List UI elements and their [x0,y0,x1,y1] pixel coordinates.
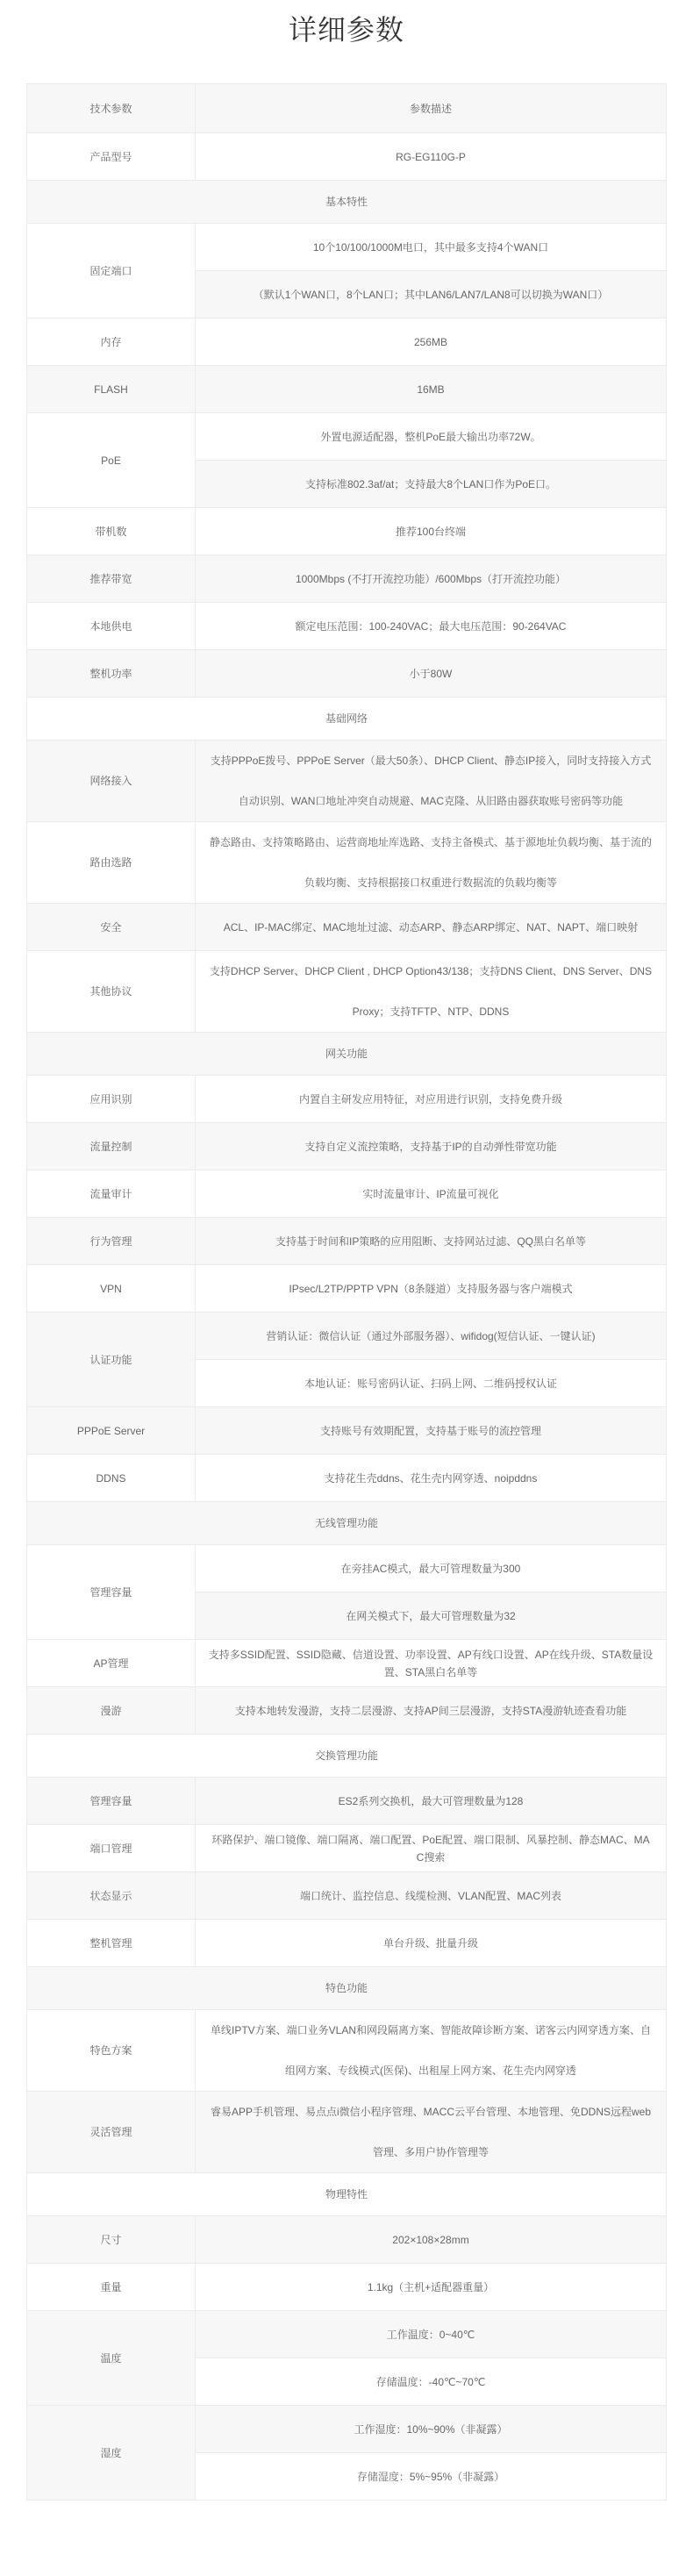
page-title: 详细参数 [288,14,404,46]
param-value-cell: 环路保护、端口镜像、端口隔离、端口配置、PoE配置、端口限制、风暴控制、静态MAC、MAC搜索 [196,1825,667,1872]
param-name-cell: 状态显示 [27,1872,196,1920]
section-title: 物理特性 [27,2173,667,2216]
param-name-cell: 温度 [27,2311,196,2406]
spec-page [0,11,693,2501]
table-row [27,650,667,698]
table-row [27,2092,667,2173]
param-value-cell: 256MB [196,318,667,366]
param-name-cell: 安全 [27,904,196,951]
param-subvalue-cell: 在旁挂AC模式，最大可管理数量为300 [196,1545,667,1592]
param-name-cell: 固定端口 [27,224,196,318]
param-subvalue-cell: 存储湿度：5%~95%（非凝露） [196,2453,667,2501]
table-row [27,1920,667,1967]
param-name-cell: 产品型号 [27,133,196,181]
table-row [27,2406,667,2453]
param-value-cell: 静态路由、支持策略路由、运营商地址库选路、支持主备模式、基于源地址负载均衡、基于流的负载均衡、支持根据接口权重进行数据流的负载均衡等 [196,822,667,904]
param-value-cell: 支持多SSID配置、SSID隐藏、信道设置、功率设置、AP有线口设置、AP在线升级、STA数量设置、STA黑白名单等 [196,1640,667,1687]
section-title: 基本特性 [27,181,667,224]
param-name-cell: 整机功率 [27,650,196,698]
param-value-cell: 支持DHCP Server、DHCP Client , DHCP Option43/138；支持DNS Client、DNS Server、DNS Proxy；支持TFTP、NTP、DDNS [196,951,667,1033]
table-row [27,508,667,555]
param-value-cell: IPsec/L2TP/PPTP VPN（8条隧道）支持服务器与客户端模式 [196,1265,667,1313]
section-title: 网关功能 [27,1033,667,1076]
section-title: 特色功能 [27,1967,667,2010]
table-row [27,904,667,951]
table-row [27,2216,667,2264]
param-value-cell: RG-EG110G-P [196,133,667,181]
param-name-cell: 行为管理 [27,1218,196,1265]
table-row [27,2264,667,2311]
param-value-cell: 支持花生壳ddns、花生壳内网穿透、noipddns [196,1455,667,1502]
header-param-desc: 参数描述 [196,84,667,133]
table-row [27,951,667,1033]
param-name-cell: 推荐带宽 [27,555,196,603]
param-subvalue-cell: 10个10/100/1000M电口，其中最多支持4个WAN口 [196,224,667,271]
param-subvalue-cell: 支持标准802.3af/at；支持最大8个LAN口作为PoE口。 [196,461,667,508]
param-name-cell: 管理容量 [27,1545,196,1640]
section-row [27,2173,667,2216]
table-row [27,224,667,271]
table-row [27,366,667,413]
param-value-cell: 1.1kg（主机+适配器重量） [196,2264,667,2311]
param-name-cell: 其他协议 [27,951,196,1033]
table-row [27,1313,667,1360]
param-name-cell: AP管理 [27,1640,196,1687]
param-name-cell: 路由选路 [27,822,196,904]
param-name-cell: FLASH [27,366,196,413]
param-name-cell: 灵活管理 [27,2092,196,2173]
param-name-cell: 端口管理 [27,1825,196,1872]
table-row [27,1123,667,1170]
table-row [27,1778,667,1825]
table-row [27,1218,667,1265]
param-name-cell: 流量审计 [27,1170,196,1218]
table-row [27,133,667,181]
param-name-cell: PPPoE Server [27,1407,196,1455]
param-value-cell: 内置自主研发应用特征，对应用进行识别，支持免费升级 [196,1076,667,1123]
param-value-cell: 202×108×28mm [196,2216,667,2264]
table-row [27,1455,667,1502]
param-value-cell: 端口统计、监控信息、线缆检测、VLAN配置、MAC列表 [196,1872,667,1920]
param-value-cell: 支持账号有效期配置，支持基于账号的流控管理 [196,1407,667,1455]
param-name-cell: 流量控制 [27,1123,196,1170]
param-value-cell: 小于80W [196,650,667,698]
param-subvalue-cell: 外置电源适配器，整机PoE最大输出功率72W。 [196,413,667,461]
param-value-cell: 16MB [196,366,667,413]
param-name-cell: 特色方案 [27,2010,196,2092]
section-title: 交换管理功能 [27,1735,667,1778]
param-value-cell: ACL、IP-MAC绑定、MAC地址过滤、动态ARP、静态ARP绑定、NAT、NAPT、端口映射 [196,904,667,951]
param-name-cell: PoE [27,413,196,508]
param-value-cell: 支持基于时间和IP策略的应用阻断、支持网站过滤、QQ黑白名单等 [196,1218,667,1265]
table-row [27,1265,667,1313]
param-value-cell: 单线IPTV方案、端口业务VLAN和网段隔离方案、智能故障诊断方案、诺客云内网穿透方案、自组网方案、专线模式(医保)、出租屋上网方案、花生壳内网穿透 [196,2010,667,2092]
param-name-cell: 湿度 [27,2406,196,2501]
param-subvalue-cell: （默认1个WAN口，8个LAN口；其中LAN6/LAN7/LAN8可以切换为WAN口） [196,271,667,318]
param-value-cell: ES2系列交换机，最大可管理数量为128 [196,1778,667,1825]
param-name-cell: 应用识别 [27,1076,196,1123]
param-value-cell: 额定电压范围：100-240VAC；最大电压范围：90-264VAC [196,603,667,650]
section-row [27,1502,667,1545]
param-name-cell: 本地供电 [27,603,196,650]
param-subvalue-cell: 在网关模式下，最大可管理数量为32 [196,1592,667,1640]
table-row [27,555,667,603]
param-subvalue-cell: 工作温度：0~40℃ [196,2311,667,2358]
table-row [27,1825,667,1872]
param-subvalue-cell: 存储温度：-40℃~70℃ [196,2358,667,2406]
table-row [27,318,667,366]
spec-table-body [27,133,667,2501]
section-row [27,181,667,224]
param-value-cell: 支持自定义流控策略，支持基于IP的自动弹性带宽功能 [196,1123,667,1170]
param-value-cell: 睿易APP手机管理、易点点i微信小程序管理、MACC云平台管理、本地管理、免DDNS远程web管理、多用户协作管理等 [196,2092,667,2173]
table-row [27,2311,667,2358]
section-row [27,1033,667,1076]
section-title: 基础网络 [27,698,667,741]
param-name-cell: DDNS [27,1455,196,1502]
param-name-cell: 带机数 [27,508,196,555]
header-param-name: 技术参数 [27,84,196,133]
param-name-cell: 认证功能 [27,1313,196,1407]
param-name-cell: 整机管理 [27,1920,196,1967]
param-name-cell: 内存 [27,318,196,366]
table-row [27,822,667,904]
section-row [27,1967,667,2010]
section-row [27,1735,667,1778]
table-row [27,1872,667,1920]
table-row [27,413,667,461]
param-name-cell: 漫游 [27,1687,196,1735]
table-row [27,1545,667,1592]
param-name-cell: VPN [27,1265,196,1313]
param-subvalue-cell: 本地认证：账号密码认证、扫码上网、二维码授权认证 [196,1360,667,1407]
section-title: 无线管理功能 [27,1502,667,1545]
section-row [27,698,667,741]
param-name-cell: 网络接入 [27,741,196,822]
param-name-cell: 管理容量 [27,1778,196,1825]
param-value-cell: 推荐100台终端 [196,508,667,555]
table-row [27,1687,667,1735]
param-name-cell: 尺寸 [27,2216,196,2264]
spec-table [26,83,667,2501]
param-value-cell: 支持PPPoE拨号、PPPoE Server（最大50条）、DHCP Client、静态IP接入，同时支持接入方式自动识别、WAN口地址冲突自动规避、MAC克隆、从旧路由器获取账号密码等功能 [196,741,667,822]
table-row [27,1076,667,1123]
table-row [27,2010,667,2092]
param-subvalue-cell: 工作湿度：10%~90%（非凝露） [196,2406,667,2453]
table-row [27,1640,667,1687]
param-subvalue-cell: 营销认证：微信认证（通过外部服务器）、wifidog(短信认证、一键认证) [196,1313,667,1360]
table-row [27,603,667,650]
param-value-cell: 1000Mbps (不打开流控功能）/600Mbps（打开流控功能） [196,555,667,603]
table-row [27,1170,667,1218]
param-value-cell: 单台升级、批量升级 [196,1920,667,1967]
param-name-cell: 重量 [27,2264,196,2311]
table-row [27,741,667,822]
param-value-cell: 支持本地转发漫游，支持二层漫游、支持AP间三层漫游，支持STA漫游轨迹查看功能 [196,1687,667,1735]
table-row [27,1407,667,1455]
param-value-cell: 实时流量审计、IP流量可视化 [196,1170,667,1218]
table-header-row [27,84,667,133]
